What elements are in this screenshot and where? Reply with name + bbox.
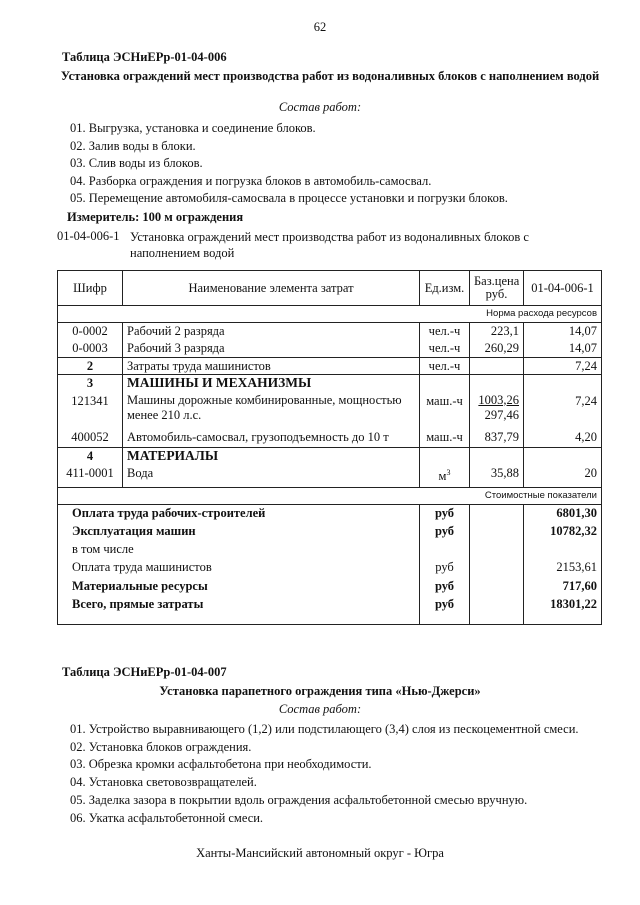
cost-name: Оплата труда рабочих-строителей <box>72 506 266 520</box>
cost-row <box>58 505 602 523</box>
cost-value: 2153,61 <box>524 559 602 578</box>
row-value: 14,07 <box>524 323 602 340</box>
row-unit-cell <box>420 465 470 488</box>
table-row <box>58 340 602 358</box>
work-item: 04. Разборка ограждения и погрузка блоков в автомобиль-самосвал. <box>70 173 432 188</box>
work-item: 04. Установка световозвращателей. <box>70 775 257 790</box>
cost-unit: руб <box>420 596 470 625</box>
row-name: Затраты труда машинистов <box>123 358 420 375</box>
empty-cell <box>470 523 524 541</box>
empty-cell <box>524 375 602 393</box>
cost-value: 18301,22 <box>524 596 602 625</box>
cost-unit: руб <box>420 578 470 596</box>
cost-name: Материальные ресурсы <box>72 578 208 593</box>
empty-cell <box>470 559 524 578</box>
table-title: Таблица ЭСНиЕРр-01-04-007 <box>62 665 227 679</box>
row-value: 7,24 <box>524 358 602 375</box>
cost-name: Оплата труда машинистов <box>72 559 212 574</box>
cost-label-row <box>58 488 602 505</box>
page-number: 62 <box>313 20 327 34</box>
work-list <box>70 721 579 827</box>
cost-value: 6801,30 <box>524 505 602 523</box>
row-price: 260,29 <box>470 340 524 358</box>
row-unit: чел.-ч <box>420 323 470 340</box>
work-item: 03. Обрезка кромки асфальтобетона при необходимости. <box>70 757 372 772</box>
cost-label: Стоимостные показатели <box>58 488 602 505</box>
cost-name: Всего, прямые затраты <box>72 596 204 611</box>
unit-superscript: 3 <box>446 467 451 477</box>
row-price: 223,1 <box>470 323 524 340</box>
composition-label: Состав работ: <box>278 702 362 716</box>
cost-row <box>58 559 602 578</box>
row-name: Машины дорожные комбинированные, мощностью менее 210 л.с. <box>123 393 420 429</box>
row-code: 121341 <box>71 393 109 408</box>
table-title: Таблица ЭСНиЕРр-01-04-006 <box>62 50 227 64</box>
row-unit: м <box>438 468 447 483</box>
composition-label: Состав работ: <box>278 100 362 114</box>
work-item: 05. Перемещение автомобиля-самосвала в процессе установки и погрузки блоков. <box>70 191 508 205</box>
cost-value <box>524 541 602 559</box>
row-value: 14,07 <box>524 340 602 358</box>
cost-row <box>58 596 602 625</box>
row-name: Рабочий 3 разряда <box>123 340 420 358</box>
row-unit: чел.-ч <box>420 340 470 358</box>
table-row <box>58 465 602 488</box>
norm-label: Норма расхода ресурсов <box>58 306 602 323</box>
empty-cell <box>470 448 524 465</box>
section-row <box>58 375 602 393</box>
item-code: 01-04-006-1 <box>57 229 120 243</box>
row-price: 1003,26 <box>478 392 519 407</box>
row-value: 20 <box>524 465 602 488</box>
row-price-secondary: 297,46 <box>484 407 519 422</box>
table-row <box>58 323 602 340</box>
row-code: 400052 <box>58 429 123 448</box>
meter: Измеритель: 100 м ограждения <box>67 210 244 224</box>
work-item: 03. Слив воды из блоков. <box>70 156 203 170</box>
header-code: Шифр <box>58 271 123 306</box>
empty-cell <box>470 578 524 596</box>
table-row <box>58 393 602 429</box>
work-item: 05. Заделка зазора в покрытии вдоль ограждения асфальтобетонной смесью вручную. <box>70 792 528 807</box>
table-row <box>58 429 602 448</box>
work-list <box>70 120 508 208</box>
row-value: 7,24 <box>524 393 602 429</box>
empty-cell <box>470 375 524 393</box>
row-code: 0-0002 <box>72 324 108 338</box>
row-unit: маш.-ч <box>420 429 470 448</box>
header-price: Баз.цена руб. <box>470 271 524 306</box>
cost-row <box>58 523 602 541</box>
item-description: Установка ограждений мест производства работ из водоналивных блоков с наполнением водой <box>130 230 529 260</box>
cost-row <box>58 578 602 596</box>
work-item: 02. Залив воды в блоки. <box>70 138 196 153</box>
cost-unit: руб <box>420 523 470 541</box>
work-item: 02. Установка блоков ограждения. <box>70 739 252 754</box>
empty-cell <box>470 596 524 625</box>
empty-cell <box>524 448 602 465</box>
cost-value: 717,60 <box>524 578 602 596</box>
header-unit: Ед.изм. <box>420 271 470 306</box>
header-name: Наименование элемента затрат <box>123 271 420 306</box>
empty-cell <box>470 505 524 523</box>
work-item: 01. Устройство выравнивающего (1,2) или подстилающего (3,4) слоя из пескоцементной смеси. <box>70 722 579 736</box>
row-code: 3 <box>86 376 94 390</box>
row-name: Автомобиль-самосвал, грузоподъемность до 10 т <box>123 429 420 448</box>
cost-name: в том числе <box>72 541 134 556</box>
empty-cell <box>470 541 524 559</box>
row-unit: чел.-ч <box>420 358 470 375</box>
row-name: Рабочий 2 разряда <box>123 323 420 340</box>
empty-cell <box>420 375 470 393</box>
row-code: 0-0003 <box>58 340 123 358</box>
row-name: Вода <box>123 465 420 488</box>
section-title: МАШИНЫ И МЕХАНИЗМЫ <box>123 375 420 393</box>
row-price-cell <box>470 393 524 429</box>
cost-row <box>58 541 602 559</box>
cost-unit: руб <box>420 505 470 523</box>
empty-cell <box>420 448 470 465</box>
table-heading: Установка парапетного ограждения типа «Нью-Джерси» <box>159 684 481 698</box>
table-header <box>58 271 602 306</box>
row-price: 35,88 <box>470 465 524 488</box>
cost-value: 10782,32 <box>524 523 602 541</box>
cost-unit: руб <box>420 559 470 578</box>
row-price <box>470 358 524 375</box>
norm-label-row <box>58 306 602 323</box>
cost-unit <box>420 541 470 559</box>
header-value: 01-04-006-1 <box>524 271 602 306</box>
row-code: 411-0001 <box>58 465 123 488</box>
table-heading: Установка ограждений мест производства работ из водоналивных блоков с наполнением водой <box>60 69 600 83</box>
section-row <box>58 448 602 465</box>
row-code: 2 <box>58 358 123 375</box>
work-item: 01. Выгрузка, установка и соединение блоков. <box>70 121 316 135</box>
cost-name: Эксплуатация машин <box>72 523 196 538</box>
row-price: 837,79 <box>470 429 524 448</box>
row-value: 4,20 <box>524 429 602 448</box>
row-code: 4 <box>86 449 94 463</box>
resource-table <box>57 270 602 625</box>
page-footer: Ханты-Мансийский автономный округ - Югра <box>196 846 444 860</box>
table-row <box>58 358 602 375</box>
row-unit: маш.-ч <box>420 393 470 429</box>
work-item: 06. Укатка асфальтобетонной смеси. <box>70 810 264 825</box>
section-title: МАТЕРИАЛЫ <box>123 448 420 465</box>
